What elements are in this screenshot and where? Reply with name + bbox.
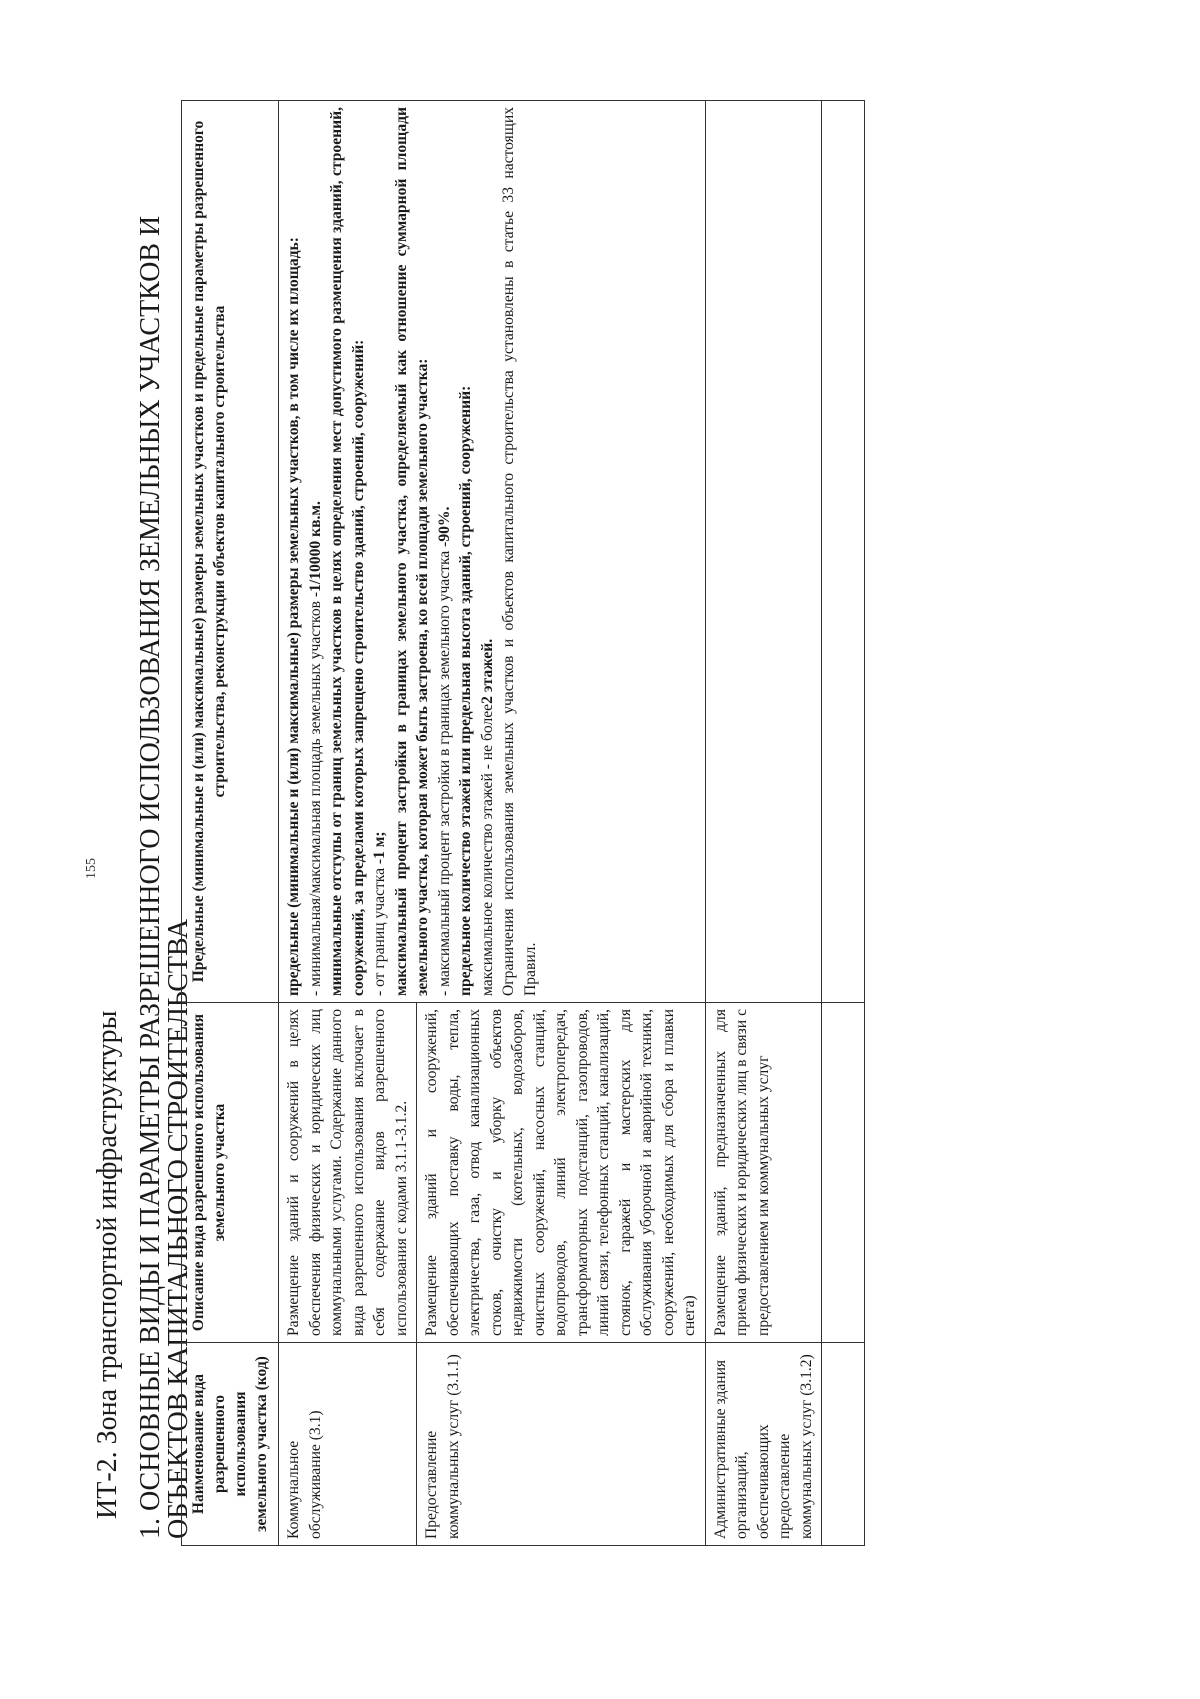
use-description-cell: Размещение зданий и сооружений в целях обеспечения физических и юридических лиц коммунальными услугами. Содержание данного вида разрешенного использования включает в себя содержание видов разрешенного использования с кодами 3.1.1-3.1.2. — [279, 1003, 417, 1343]
header-use-description: Описание вида разрешенного использования земельного участка — [182, 1003, 279, 1343]
parameter-floors-label: максимальное количество этажей - не более — [478, 703, 496, 996]
zone-title: ИТ-2. Зона транспортной инфраструктуры — [92, 1010, 123, 1519]
table-row — [279, 101, 417, 1546]
parameter-setback-label: - от границ участка - — [371, 858, 388, 996]
parameter-area-value: 1/10000 кв.м. — [306, 501, 324, 592]
use-name-cell: Коммунальное обслуживание (3.1) — [279, 1343, 417, 1546]
table-row-empty — [822, 101, 865, 1546]
section-title: 1. ОСНОВНЫЕ ВИДЫ И ПАРАМЕТРЫ РАЗРЕШЕННОГО ИСПОЛЬЗОВАНИЯ ЗЕМЕЛЬНЫХ УЧАСТКОВ И ОБЪЕКТОВ КАПИТАЛЬНОГО СТРОИТЕЛЬСТВА — [135, 215, 194, 1539]
parameter-coverage-value-line — [434, 107, 456, 996]
use-description-cell: Размещение зданий, предназначенных для приема физических и юридических лиц в связи с предоставлением им коммунальных услуг — [705, 1003, 822, 1343]
parameter-floors-value: 2 этажей. — [478, 638, 496, 704]
parameter-coverage-heading: максимальный процент застройки в границах земельного участка, определяемый как отношение суммарной площади земельного участка, которая может быть застроена, ко всей площади земельного участка: — [392, 107, 431, 996]
parameter-area-label: - минимальная/максимальная площадь земельных участков - — [306, 591, 324, 996]
use-name-cell: Административные здания организаций, обеспечивающих предоставление коммунальных услуг (3.1.2) — [705, 1343, 822, 1546]
parameter-coverage-value: 90%. — [435, 506, 453, 542]
parameters-cell-empty — [705, 101, 822, 1003]
empty-cell — [822, 1343, 865, 1546]
parameter-setback-heading: минимальные отступы от границ земельных участков в целях определения мест допустимого размещения зданий, строений, сооружений, за пределами которых запрещено строительство зданий, строений, сооружений: — [328, 107, 367, 996]
parameter-setback-value-line — [369, 107, 391, 996]
use-description-cell: Размещение зданий и сооружений, обеспечивающих поставку воды, тепла, электричества, газа, отвод канализационных стоков, очистку и уборку объектов недвижимости (котельных, водозаборов, очистных сооружений, насосных станций, водопроводов, линий электропередач, трансформаторных подстанций, газопроводов, линий связи, телефонных станций, канализаций, стоянок, гаражей и мастерских для обслуживания уборочной и аварийной техники, сооружений, необходимых для сбора и плавки снега) — [417, 1003, 706, 1343]
parameter-area-heading: предельные (минимальные и (или) максимальные) размеры земельных участков, в том числе их площадь: — [285, 237, 302, 996]
use-name-cell: Предоставление коммунальных услуг (3.1.1) — [417, 1343, 706, 1546]
parameters-cell — [279, 101, 706, 1003]
table-row — [705, 101, 822, 1546]
header-use-name: Наименование вида разрешенного использования земельного участка (код) — [182, 1343, 279, 1546]
empty-cell — [822, 101, 865, 1003]
header-parameters: Предельные (минимальные и (или) максимальные) размеры земельных участков и предельные параметры разрешенного строительства, реконструкции объектов капитального строительства — [182, 101, 279, 1003]
parameter-floors-heading: предельное количество этажей или предельная высота зданий, строений, сооружений: — [457, 385, 474, 996]
page-number: 155 — [84, 858, 99, 879]
parameter-restrictions-note: Ограничения использования земельных участков и объектов капитального строительства установлены в статье 33 настоящих Правил. — [500, 107, 539, 996]
parameter-floors-value-line — [477, 107, 499, 996]
parameter-coverage-label: - максимальный процент застройки в границах земельного участка - — [435, 541, 453, 996]
parameter-setback-value: 1 м; — [371, 831, 388, 859]
empty-cell — [822, 1003, 865, 1343]
table-header-row — [182, 101, 279, 1546]
parameter-area-value-line — [305, 107, 327, 996]
land-use-table — [181, 100, 865, 1546]
